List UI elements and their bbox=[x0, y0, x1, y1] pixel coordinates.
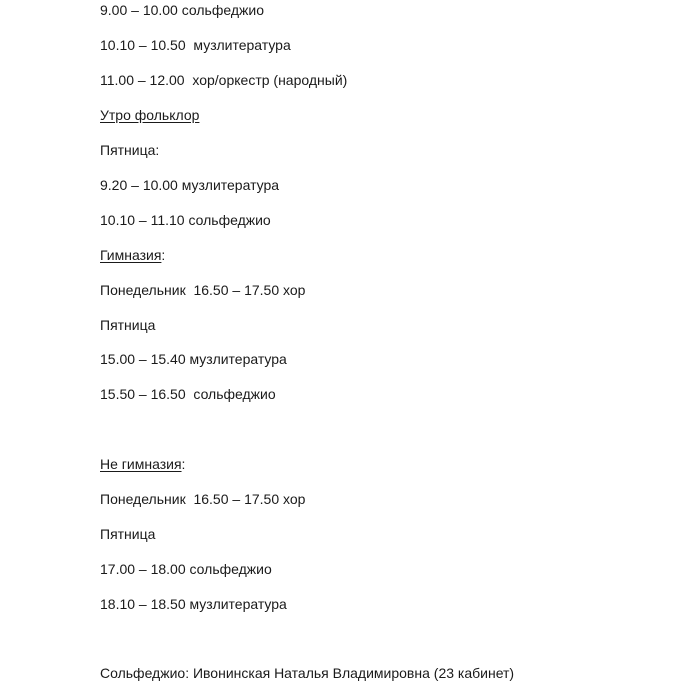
section-heading-text: Гимназия bbox=[100, 247, 162, 263]
schedule-line: Понедельник 16.50 – 17.50 хор bbox=[100, 282, 306, 298]
schedule-line: 11.00 – 12.00 хор/оркестр (народный) bbox=[100, 72, 348, 88]
schedule-line: 15.00 – 15.40 музлитература bbox=[100, 351, 287, 367]
schedule-line: 10.10 – 10.50 музлитература bbox=[100, 37, 291, 53]
section-heading-non-gymnasium bbox=[100, 455, 185, 473]
heading-colon: : bbox=[161, 247, 166, 263]
section-heading-gymnasium bbox=[100, 246, 165, 264]
schedule-line: 9.00 – 10.00 сольфеджио bbox=[100, 2, 264, 18]
schedule-line: 17.00 – 18.00 сольфеджио bbox=[100, 561, 272, 577]
schedule-line: Понедельник 16.50 – 17.50 хор bbox=[100, 491, 306, 507]
heading-colon: : bbox=[181, 456, 186, 472]
schedule-line: 18.10 – 18.50 музлитература bbox=[100, 596, 287, 612]
day-label: Пятница: bbox=[100, 142, 160, 158]
section-heading-text: Не гимназия bbox=[100, 456, 182, 472]
section-heading-utro-folklor: Утро фольклор bbox=[100, 107, 200, 123]
day-label: Пятница bbox=[100, 526, 156, 542]
schedule-line: 9.20 – 10.00 музлитература bbox=[100, 177, 280, 193]
schedule-line: 10.10 – 11.10 сольфеджио bbox=[100, 212, 271, 228]
schedule-line: 15.50 – 16.50 сольфеджио bbox=[100, 386, 276, 402]
day-label: Пятница bbox=[100, 317, 156, 333]
teacher-line: Сольфеджио: Ивонинская Наталья Владимировна (23 кабинет) bbox=[100, 665, 515, 681]
